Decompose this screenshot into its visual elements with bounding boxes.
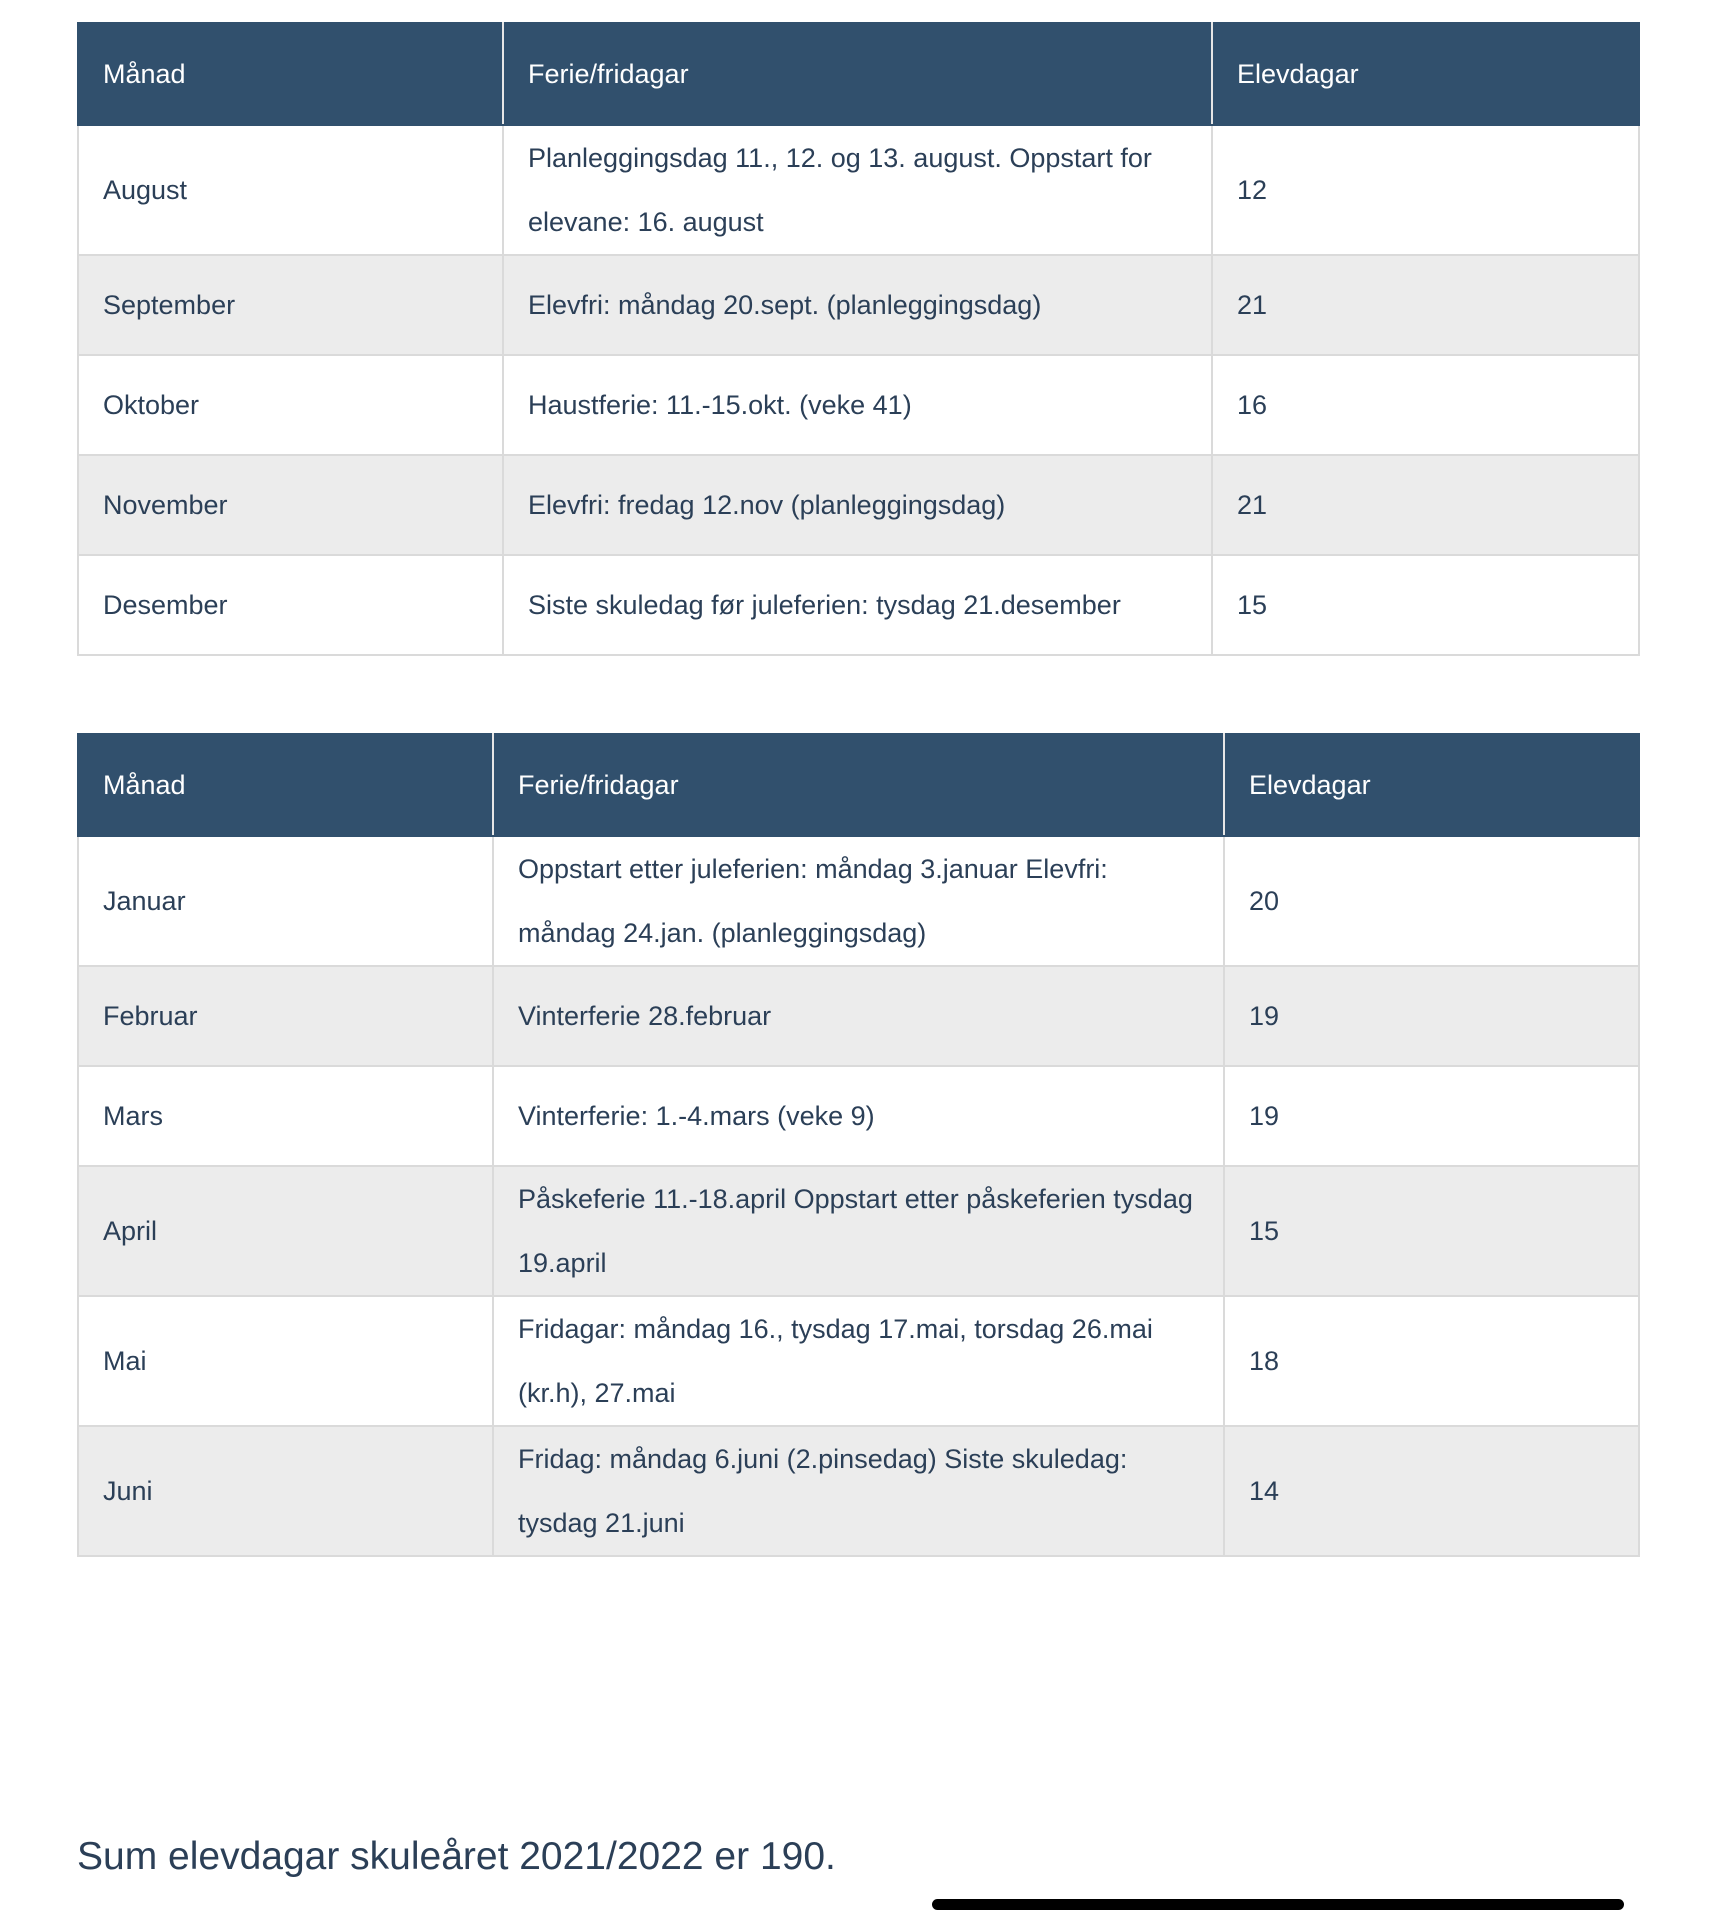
- days-cell: 19: [1224, 966, 1639, 1066]
- holidays-cell: Påskeferie 11.-18.april Oppstart etter påskeferien tysdag 19.april: [493, 1166, 1224, 1296]
- month-cell: November: [78, 455, 503, 555]
- holidays-cell: Elevfri: fredag 12.nov (planleggingsdag): [503, 455, 1212, 555]
- month-cell: April: [78, 1166, 493, 1296]
- days-cell: 18: [1224, 1296, 1639, 1426]
- month-cell: Mai: [78, 1296, 493, 1426]
- table-row: [78, 836, 1639, 966]
- school-calendar-table-autumn: [77, 22, 1640, 656]
- month-cell: August: [78, 125, 503, 255]
- holidays-cell: Planleggingsdag 11., 12. og 13. august. Oppstart for elevane: 16. august: [503, 125, 1212, 255]
- table-row: [78, 966, 1639, 1066]
- header-month: Månad: [78, 23, 503, 125]
- holidays-cell: Oppstart etter juleferien: måndag 3.januar Elevfri: måndag 24.jan. (planleggingsdag): [493, 836, 1224, 966]
- holidays-cell: Vinterferie 28.februar: [493, 966, 1224, 1066]
- header-holidays: Ferie/fridagar: [493, 734, 1224, 836]
- days-cell: 14: [1224, 1426, 1639, 1556]
- days-cell: 20: [1224, 836, 1639, 966]
- holidays-cell: Haustferie: 11.-15.okt. (veke 41): [503, 355, 1212, 455]
- days-cell: 15: [1224, 1166, 1639, 1296]
- table-header-row: [78, 23, 1639, 125]
- summary-text: Sum elevdagar skuleåret 2021/2022 er 190.: [77, 1835, 836, 1878]
- holidays-cell: Siste skuledag før juleferien: tysdag 21.desember: [503, 555, 1212, 655]
- table-row: [78, 1066, 1639, 1166]
- header-month: Månad: [78, 734, 493, 836]
- header-student-days: Elevdagar: [1224, 734, 1639, 836]
- table-row: [78, 1296, 1639, 1426]
- table-row: [78, 1426, 1639, 1556]
- header-student-days: Elevdagar: [1212, 23, 1639, 125]
- table-row: [78, 125, 1639, 255]
- month-cell: Mars: [78, 1066, 493, 1166]
- days-cell: 19: [1224, 1066, 1639, 1166]
- days-cell: 21: [1212, 255, 1639, 355]
- holidays-cell: Elevfri: måndag 20.sept. (planleggingsdag): [503, 255, 1212, 355]
- header-holidays: Ferie/fridagar: [503, 23, 1212, 125]
- month-cell: Juni: [78, 1426, 493, 1556]
- month-cell: Februar: [78, 966, 493, 1066]
- days-cell: 15: [1212, 555, 1639, 655]
- days-cell: 12: [1212, 125, 1639, 255]
- days-cell: 16: [1212, 355, 1639, 455]
- month-cell: Oktober: [78, 355, 503, 455]
- month-cell: September: [78, 255, 503, 355]
- table-row: [78, 555, 1639, 655]
- table-row: [78, 455, 1639, 555]
- table-header-row: [78, 734, 1639, 836]
- table-row: [78, 1166, 1639, 1296]
- table-row: [78, 355, 1639, 455]
- holidays-cell: Vinterferie: 1.-4.mars (veke 9): [493, 1066, 1224, 1166]
- month-cell: Desember: [78, 555, 503, 655]
- holidays-cell: Fridagar: måndag 16., tysdag 17.mai, torsdag 26.mai (kr.h), 27.mai: [493, 1296, 1224, 1426]
- home-indicator-bar[interactable]: [932, 1899, 1624, 1910]
- table-row: [78, 255, 1639, 355]
- holidays-cell: Fridag: måndag 6.juni (2.pinsedag) Siste skuledag: tysdag 21.juni: [493, 1426, 1224, 1556]
- school-calendar-table-spring: [77, 733, 1640, 1557]
- month-cell: Januar: [78, 836, 493, 966]
- days-cell: 21: [1212, 455, 1639, 555]
